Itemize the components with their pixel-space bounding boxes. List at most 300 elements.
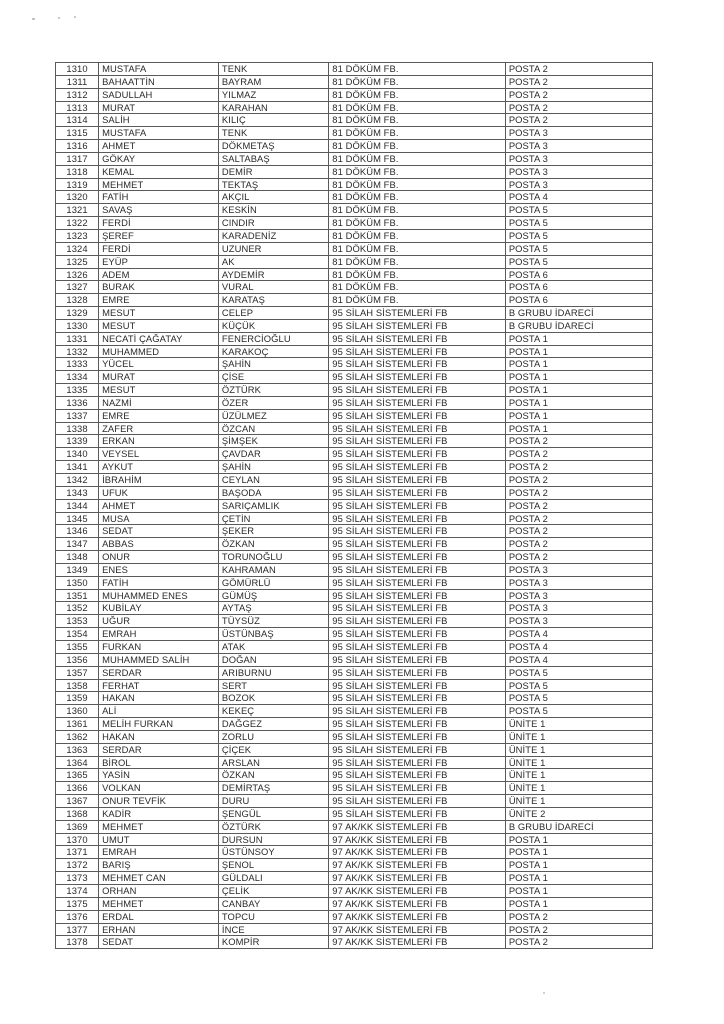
cell-position: POSTA 2 <box>505 448 652 461</box>
cell-last-name: CEYLAN <box>218 474 328 487</box>
cell-first-name: HAKAN <box>99 730 219 743</box>
cell-first-name: EYÜP <box>99 255 219 268</box>
cell-last-name: AK <box>218 255 328 268</box>
cell-number: 1327 <box>56 281 99 294</box>
cell-last-name: ÜSTÜNBAŞ <box>218 628 328 641</box>
cell-last-name: KARATAŞ <box>218 294 328 307</box>
table-row <box>56 859 653 872</box>
cell-unit: 81 DÖKÜM FB. <box>329 140 506 153</box>
cell-number: 1369 <box>56 820 99 833</box>
table-row <box>56 75 653 88</box>
cell-unit: 95 SİLAH SİSTEMLERİ FB <box>329 499 506 512</box>
cell-first-name: ORHAN <box>99 885 219 898</box>
cell-position: POSTA 2 <box>505 525 652 538</box>
cell-unit: 95 SİLAH SİSTEMLERİ FB <box>329 769 506 782</box>
table-row <box>56 345 653 358</box>
cell-unit: 95 SİLAH SİSTEMLERİ FB <box>329 640 506 653</box>
cell-first-name: KUBİLAY <box>99 602 219 615</box>
cell-last-name: VURAL <box>218 281 328 294</box>
table-row <box>56 756 653 769</box>
cell-first-name: MUHAMMED <box>99 345 219 358</box>
cell-unit: 95 SİLAH SİSTEMLERİ FB <box>329 474 506 487</box>
cell-first-name: MUHAMMED ENES <box>99 589 219 602</box>
cell-position: B GRUBU İDARECİ <box>505 820 652 833</box>
cell-number: 1367 <box>56 795 99 808</box>
cell-first-name: MUSA <box>99 512 219 525</box>
cell-last-name: UZUNER <box>218 242 328 255</box>
cell-last-name: ÇELİK <box>218 885 328 898</box>
cell-number: 1311 <box>56 75 99 88</box>
cell-unit: 81 DÖKÜM FB. <box>329 165 506 178</box>
cell-position: POSTA 1 <box>505 371 652 384</box>
cell-position: POSTA 2 <box>505 551 652 564</box>
cell-number: 1326 <box>56 268 99 281</box>
cell-first-name: AYKUT <box>99 461 219 474</box>
cell-last-name: ŞAHİN <box>218 461 328 474</box>
cell-position: POSTA 1 <box>505 384 652 397</box>
cell-unit: 95 SİLAH SİSTEMLERİ FB <box>329 332 506 345</box>
table-row <box>56 178 653 191</box>
cell-position: ÜNİTE 1 <box>505 756 652 769</box>
cell-number: 1359 <box>56 692 99 705</box>
cell-number: 1312 <box>56 88 99 101</box>
cell-first-name: ERKAN <box>99 435 219 448</box>
table-row <box>56 885 653 898</box>
table-row <box>56 474 653 487</box>
cell-unit: 97 AK/KK SİSTEMLERİ FB <box>329 923 506 936</box>
cell-last-name: ŞENGÜL <box>218 807 328 820</box>
cell-first-name: ONUR TEVFİK <box>99 795 219 808</box>
cell-unit: 95 SİLAH SİSTEMLERİ FB <box>329 448 506 461</box>
cell-last-name: CANBAY <box>218 897 328 910</box>
cell-first-name: BİROL <box>99 756 219 769</box>
cell-position: POSTA 2 <box>505 936 652 949</box>
cell-number: 1371 <box>56 846 99 859</box>
cell-unit: 95 SİLAH SİSTEMLERİ FB <box>329 512 506 525</box>
cell-first-name: SEDAT <box>99 936 219 949</box>
cell-unit: 95 SİLAH SİSTEMLERİ FB <box>329 435 506 448</box>
cell-first-name: KEMAL <box>99 165 219 178</box>
cell-position: POSTA 5 <box>505 229 652 242</box>
cell-unit: 81 DÖKÜM FB. <box>329 229 506 242</box>
cell-last-name: ÇİÇEK <box>218 743 328 756</box>
cell-unit: 95 SİLAH SİSTEMLERİ FB <box>329 319 506 332</box>
table-row <box>56 371 653 384</box>
cell-first-name: FATİH <box>99 576 219 589</box>
cell-last-name: TEKTAŞ <box>218 178 328 191</box>
table-row <box>56 255 653 268</box>
cell-unit: 95 SİLAH SİSTEMLERİ FB <box>329 396 506 409</box>
cell-first-name: SEDAT <box>99 525 219 538</box>
cell-unit: 81 DÖKÜM FB. <box>329 178 506 191</box>
cell-position: POSTA 2 <box>505 435 652 448</box>
cell-first-name: BARIŞ <box>99 859 219 872</box>
cell-last-name: KARAHAN <box>218 101 328 114</box>
cell-last-name: SALTABAŞ <box>218 152 328 165</box>
cell-number: 1358 <box>56 679 99 692</box>
cell-number: 1342 <box>56 474 99 487</box>
cell-unit: 97 AK/KK SİSTEMLERİ FB <box>329 820 506 833</box>
cell-first-name: KADİR <box>99 807 219 820</box>
cell-number: 1362 <box>56 730 99 743</box>
table-row <box>56 923 653 936</box>
table-row <box>56 640 653 653</box>
cell-unit: 81 DÖKÜM FB. <box>329 75 506 88</box>
cell-position: POSTA 4 <box>505 640 652 653</box>
cell-first-name: MUSTAFA <box>99 63 219 76</box>
cell-last-name: TÜYSÜZ <box>218 615 328 628</box>
table-row <box>56 204 653 217</box>
personnel-table <box>55 62 653 949</box>
cell-unit: 81 DÖKÜM FB. <box>329 281 506 294</box>
table-row <box>56 782 653 795</box>
table-row <box>56 88 653 101</box>
cell-position: ÜNİTE 2 <box>505 807 652 820</box>
cell-number: 1355 <box>56 640 99 653</box>
cell-position: POSTA 3 <box>505 589 652 602</box>
cell-position: POSTA 1 <box>505 358 652 371</box>
cell-position: ÜNİTE 1 <box>505 743 652 756</box>
cell-number: 1333 <box>56 358 99 371</box>
cell-number: 1322 <box>56 217 99 230</box>
cell-position: POSTA 1 <box>505 345 652 358</box>
table-row <box>56 140 653 153</box>
table-row <box>56 795 653 808</box>
cell-position: POSTA 1 <box>505 833 652 846</box>
cell-unit: 97 AK/KK SİSTEMLERİ FB <box>329 846 506 859</box>
table-row <box>56 872 653 885</box>
cell-unit: 95 SİLAH SİSTEMLERİ FB <box>329 807 506 820</box>
cell-first-name: NAZMİ <box>99 396 219 409</box>
table-row <box>56 242 653 255</box>
cell-last-name: ŞİMŞEK <box>218 435 328 448</box>
cell-last-name: ÖZKAN <box>218 538 328 551</box>
cell-unit: 95 SİLAH SİSTEMLERİ FB <box>329 756 506 769</box>
table-row <box>56 910 653 923</box>
cell-last-name: ŞENOL <box>218 859 328 872</box>
table-row <box>56 563 653 576</box>
table-row <box>56 730 653 743</box>
table-row <box>56 165 653 178</box>
cell-number: 1347 <box>56 538 99 551</box>
cell-unit: 97 AK/KK SİSTEMLERİ FB <box>329 910 506 923</box>
cell-last-name: ŞAHİN <box>218 358 328 371</box>
cell-last-name: SERT <box>218 679 328 692</box>
cell-number: 1330 <box>56 319 99 332</box>
cell-first-name: MUHAMMED SALİH <box>99 653 219 666</box>
cell-first-name: NECATİ ÇAĞATAY <box>99 332 219 345</box>
cell-number: 1370 <box>56 833 99 846</box>
table-row <box>56 807 653 820</box>
cell-unit: 95 SİLAH SİSTEMLERİ FB <box>329 307 506 320</box>
table-row <box>56 332 653 345</box>
cell-last-name: ÇİSE <box>218 371 328 384</box>
cell-position: POSTA 5 <box>505 204 652 217</box>
cell-first-name: MEHMET <box>99 820 219 833</box>
cell-last-name: CELEP <box>218 307 328 320</box>
cell-last-name: ŞEKER <box>218 525 328 538</box>
scan-speck <box>32 18 35 20</box>
cell-last-name: DOĞAN <box>218 653 328 666</box>
cell-last-name: FENERCİOĞLU <box>218 332 328 345</box>
cell-number: 1319 <box>56 178 99 191</box>
cell-first-name: SADULLAH <box>99 88 219 101</box>
cell-unit: 95 SİLAH SİSTEMLERİ FB <box>329 422 506 435</box>
table-row <box>56 422 653 435</box>
table-row <box>56 409 653 422</box>
cell-number: 1332 <box>56 345 99 358</box>
cell-number: 1317 <box>56 152 99 165</box>
cell-position: POSTA 5 <box>505 666 652 679</box>
cell-last-name: GÖMÜRLÜ <box>218 576 328 589</box>
cell-position: POSTA 2 <box>505 101 652 114</box>
cell-unit: 97 AK/KK SİSTEMLERİ FB <box>329 872 506 885</box>
table-row <box>56 666 653 679</box>
cell-unit: 81 DÖKÜM FB. <box>329 294 506 307</box>
cell-position: B GRUBU İDARECİ <box>505 307 652 320</box>
cell-unit: 95 SİLAH SİSTEMLERİ FB <box>329 409 506 422</box>
cell-number: 1341 <box>56 461 99 474</box>
cell-first-name: MURAT <box>99 101 219 114</box>
cell-unit: 95 SİLAH SİSTEMLERİ FB <box>329 795 506 808</box>
cell-unit: 81 DÖKÜM FB. <box>329 63 506 76</box>
cell-position: POSTA 3 <box>505 127 652 140</box>
cell-last-name: TOPCU <box>218 910 328 923</box>
cell-unit: 95 SİLAH SİSTEMLERİ FB <box>329 461 506 474</box>
cell-position: POSTA 2 <box>505 75 652 88</box>
cell-number: 1351 <box>56 589 99 602</box>
cell-number: 1372 <box>56 859 99 872</box>
table-row <box>56 486 653 499</box>
table-row <box>56 820 653 833</box>
cell-last-name: GÜMÜŞ <box>218 589 328 602</box>
scan-speck <box>543 992 545 994</box>
cell-position: POSTA 3 <box>505 152 652 165</box>
cell-unit: 81 DÖKÜM FB. <box>329 101 506 114</box>
cell-position: ÜNİTE 1 <box>505 730 652 743</box>
cell-last-name: KARADENİZ <box>218 229 328 242</box>
cell-position: POSTA 1 <box>505 422 652 435</box>
cell-first-name: ŞEREF <box>99 229 219 242</box>
cell-unit: 95 SİLAH SİSTEMLERİ FB <box>329 782 506 795</box>
cell-last-name: AYDEMİR <box>218 268 328 281</box>
cell-unit: 81 DÖKÜM FB. <box>329 255 506 268</box>
cell-unit: 95 SİLAH SİSTEMLERİ FB <box>329 538 506 551</box>
cell-number: 1364 <box>56 756 99 769</box>
table-row <box>56 846 653 859</box>
table-row <box>56 525 653 538</box>
cell-last-name: DEMİRTAŞ <box>218 782 328 795</box>
table-row <box>56 512 653 525</box>
cell-number: 1368 <box>56 807 99 820</box>
cell-position: POSTA 6 <box>505 294 652 307</box>
cell-position: POSTA 4 <box>505 191 652 204</box>
cell-position: POSTA 5 <box>505 692 652 705</box>
cell-first-name: MUSTAFA <box>99 127 219 140</box>
cell-unit: 95 SİLAH SİSTEMLERİ FB <box>329 525 506 538</box>
cell-position: POSTA 3 <box>505 563 652 576</box>
cell-first-name: MESUT <box>99 384 219 397</box>
cell-number: 1328 <box>56 294 99 307</box>
cell-last-name: KARAKOÇ <box>218 345 328 358</box>
cell-number: 1316 <box>56 140 99 153</box>
cell-position: POSTA 1 <box>505 897 652 910</box>
cell-position: ÜNİTE 1 <box>505 795 652 808</box>
cell-position: ÜNİTE 1 <box>505 782 652 795</box>
cell-number: 1343 <box>56 486 99 499</box>
table-row <box>56 281 653 294</box>
table-row <box>56 833 653 846</box>
cell-first-name: BURAK <box>99 281 219 294</box>
cell-position: POSTA 5 <box>505 242 652 255</box>
cell-number: 1348 <box>56 551 99 564</box>
cell-number: 1352 <box>56 602 99 615</box>
cell-unit: 95 SİLAH SİSTEMLERİ FB <box>329 653 506 666</box>
table-row <box>56 63 653 76</box>
cell-number: 1310 <box>56 63 99 76</box>
cell-first-name: İBRAHİM <box>99 474 219 487</box>
cell-last-name: ATAK <box>218 640 328 653</box>
cell-position: POSTA 2 <box>505 63 652 76</box>
cell-number: 1324 <box>56 242 99 255</box>
cell-last-name: ÇAVDAR <box>218 448 328 461</box>
cell-last-name: DEMİR <box>218 165 328 178</box>
table-row <box>56 743 653 756</box>
table-row <box>56 396 653 409</box>
table-row <box>56 936 653 949</box>
cell-first-name: MESUT <box>99 319 219 332</box>
cell-last-name: SARIÇAMLIK <box>218 499 328 512</box>
cell-first-name: SERDAR <box>99 666 219 679</box>
cell-number: 1331 <box>56 332 99 345</box>
cell-position: POSTA 1 <box>505 859 652 872</box>
cell-number: 1335 <box>56 384 99 397</box>
cell-position: POSTA 3 <box>505 602 652 615</box>
cell-position: POSTA 2 <box>505 88 652 101</box>
cell-last-name: KESKİN <box>218 204 328 217</box>
cell-position: POSTA 6 <box>505 281 652 294</box>
cell-unit: 95 SİLAH SİSTEMLERİ FB <box>329 551 506 564</box>
table-row <box>56 229 653 242</box>
cell-unit: 81 DÖKÜM FB. <box>329 88 506 101</box>
cell-unit: 81 DÖKÜM FB. <box>329 152 506 165</box>
cell-last-name: ÖZTÜRK <box>218 384 328 397</box>
cell-position: POSTA 4 <box>505 628 652 641</box>
table-row <box>56 101 653 114</box>
cell-number: 1357 <box>56 666 99 679</box>
cell-unit: 81 DÖKÜM FB. <box>329 204 506 217</box>
cell-unit: 95 SİLAH SİSTEMLERİ FB <box>329 679 506 692</box>
cell-first-name: VEYSEL <box>99 448 219 461</box>
cell-last-name: ÖZCAN <box>218 422 328 435</box>
cell-unit: 95 SİLAH SİSTEMLERİ FB <box>329 730 506 743</box>
cell-last-name: KOMPİR <box>218 936 328 949</box>
cell-last-name: ÖZTÜRK <box>218 820 328 833</box>
cell-first-name: FERHAT <box>99 679 219 692</box>
cell-last-name: AKÇIL <box>218 191 328 204</box>
cell-last-name: ÇETİN <box>218 512 328 525</box>
cell-number: 1374 <box>56 885 99 898</box>
cell-first-name: FERDİ <box>99 217 219 230</box>
table-row <box>56 551 653 564</box>
cell-position: POSTA 2 <box>505 499 652 512</box>
cell-position: POSTA 2 <box>505 923 652 936</box>
cell-position: POSTA 2 <box>505 474 652 487</box>
cell-unit: 95 SİLAH SİSTEMLERİ FB <box>329 628 506 641</box>
table-row <box>56 307 653 320</box>
cell-number: 1350 <box>56 576 99 589</box>
table-row <box>56 653 653 666</box>
cell-first-name: UMUT <box>99 833 219 846</box>
scan-speck <box>58 17 60 19</box>
cell-first-name: ERHAN <box>99 923 219 936</box>
cell-number: 1366 <box>56 782 99 795</box>
cell-unit: 95 SİLAH SİSTEMLERİ FB <box>329 602 506 615</box>
cell-position: POSTA 1 <box>505 409 652 422</box>
cell-last-name: DURU <box>218 795 328 808</box>
cell-position: POSTA 3 <box>505 178 652 191</box>
cell-last-name: ARIBURNU <box>218 666 328 679</box>
cell-first-name: UFUK <box>99 486 219 499</box>
table-row <box>56 358 653 371</box>
cell-number: 1337 <box>56 409 99 422</box>
scan-speck <box>74 16 76 18</box>
table-row <box>56 769 653 782</box>
cell-first-name: AHMET <box>99 499 219 512</box>
cell-number: 1356 <box>56 653 99 666</box>
cell-position: POSTA 3 <box>505 140 652 153</box>
cell-unit: 81 DÖKÜM FB. <box>329 191 506 204</box>
cell-first-name: ONUR <box>99 551 219 564</box>
cell-number: 1376 <box>56 910 99 923</box>
cell-number: 1375 <box>56 897 99 910</box>
table-row <box>56 538 653 551</box>
cell-first-name: MEHMET <box>99 897 219 910</box>
table-row <box>56 705 653 718</box>
cell-last-name: AYTAŞ <box>218 602 328 615</box>
cell-first-name: EMRE <box>99 409 219 422</box>
cell-number: 1378 <box>56 936 99 949</box>
table-row <box>56 692 653 705</box>
cell-last-name: BOZOK <box>218 692 328 705</box>
cell-first-name: FATİH <box>99 191 219 204</box>
cell-first-name: ZAFER <box>99 422 219 435</box>
cell-first-name: UĞUR <box>99 615 219 628</box>
cell-last-name: ZORLU <box>218 730 328 743</box>
cell-first-name: ALİ <box>99 705 219 718</box>
cell-position: POSTA 3 <box>505 165 652 178</box>
table-row <box>56 461 653 474</box>
cell-unit: 95 SİLAH SİSTEMLERİ FB <box>329 666 506 679</box>
cell-first-name: FURKAN <box>99 640 219 653</box>
cell-last-name: KILIÇ <box>218 114 328 127</box>
cell-last-name: ARSLAN <box>218 756 328 769</box>
cell-last-name: ÜSTÜNSOY <box>218 846 328 859</box>
cell-number: 1321 <box>56 204 99 217</box>
cell-first-name: FERDİ <box>99 242 219 255</box>
cell-last-name: DURSUN <box>218 833 328 846</box>
cell-unit: 81 DÖKÜM FB. <box>329 114 506 127</box>
cell-unit: 95 SİLAH SİSTEMLERİ FB <box>329 345 506 358</box>
cell-first-name: YÜCEL <box>99 358 219 371</box>
cell-number: 1318 <box>56 165 99 178</box>
cell-first-name: SERDAR <box>99 743 219 756</box>
cell-position: POSTA 2 <box>505 486 652 499</box>
cell-first-name: SALİH <box>99 114 219 127</box>
table-row <box>56 435 653 448</box>
cell-position: POSTA 1 <box>505 396 652 409</box>
table-row <box>56 127 653 140</box>
